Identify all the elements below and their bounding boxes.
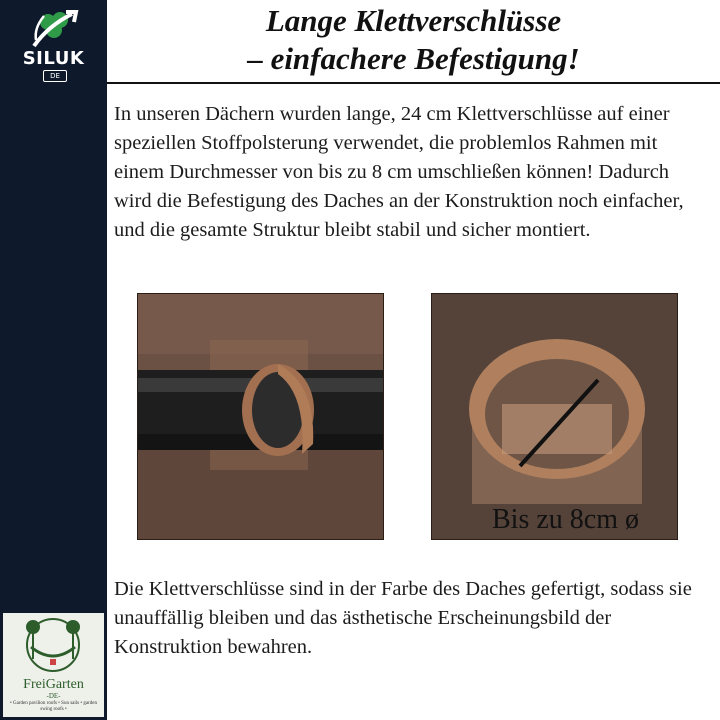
freigarten-logo	[3, 613, 104, 717]
title-line-1: Lange Klettverschlüsse	[265, 3, 562, 38]
title-divider	[107, 82, 720, 84]
diameter-caption: Bis zu 8cm ø	[492, 504, 639, 535]
velcro-loop-photo	[431, 293, 678, 540]
partner-name: FreiGarten	[23, 677, 84, 692]
brand-sub: DE	[43, 70, 67, 82]
brand-name: SILUK	[22, 48, 85, 69]
left-sidebar	[0, 0, 107, 720]
intro-paragraph: In unseren Dächern wurden lange, 24 cm Klettverschlüsse auf einer speziellen Stoffpolsterung verwendet, die problemlos Rahmen mit einem Durchmesser von bis zu 8 cm umschließen können! Dadurch wird die Befestigung des Daches an der Konstruktion noch einfacher, und die gesamte Struktur bleibt stabil und sicher montiert.	[114, 103, 684, 241]
title-line-2: – einfachere Befestigung!	[247, 41, 580, 76]
partner-sub: -DE-	[46, 692, 61, 700]
velcro-on-pipe-photo	[137, 293, 384, 540]
velcro-on-pipe-illustration	[138, 294, 383, 539]
clover-arrow-icon	[30, 6, 80, 50]
velcro-loop-illustration	[432, 294, 677, 539]
page-title	[107, 0, 720, 78]
siluk-logo	[0, 0, 107, 84]
partner-tagline: • Garden pavilion roofs • Sun sails • garden swing roofs •	[10, 701, 97, 712]
closing-paragraph: Die Klettverschlüsse sind in der Farbe des Daches gefertigt, sodass sie unauffällig bleiben und das ästhetische Erscheinungsbild der Konstruktion bewahren.	[114, 578, 692, 658]
hammock-icon	[3, 613, 104, 677]
